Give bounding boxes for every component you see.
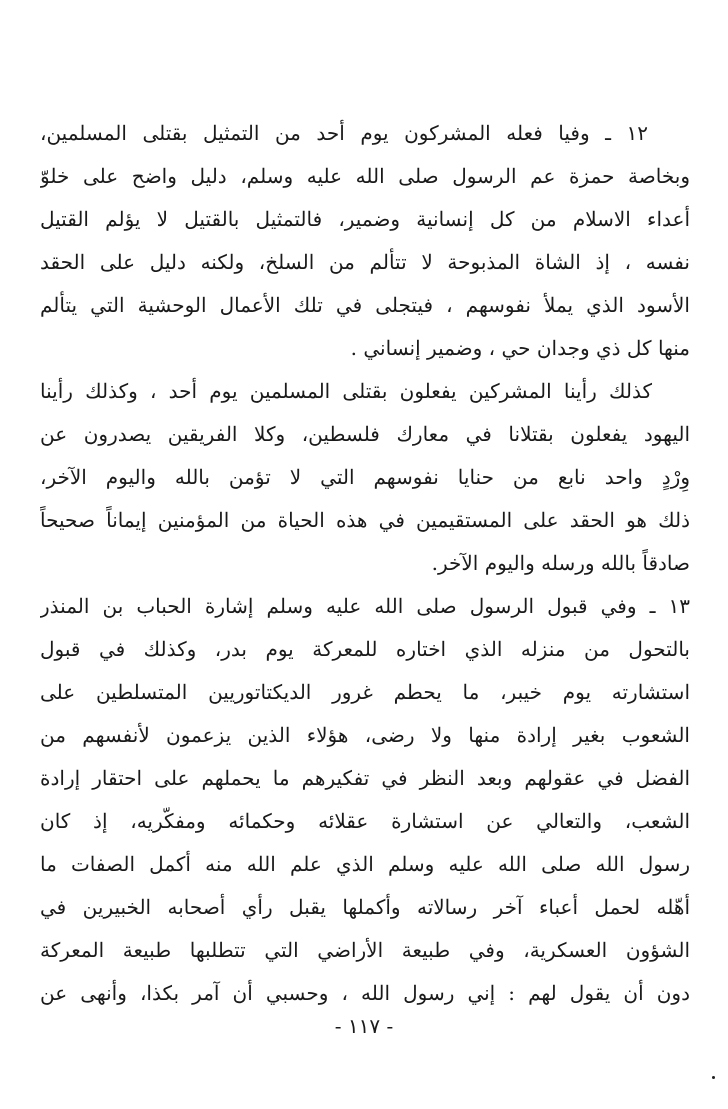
text-line: الشعب، والتعالي عن استشارة عقلائه وحكمائه ومفكّريه، إذ كان [40, 809, 690, 833]
text-line: الشؤون العسكرية، وفي طبيعة الأراضي التي تتطلبها طبيعة المعركة [40, 938, 690, 962]
text-line: رسول الله صلى الله عليه وسلم الذي علم الله منه أكمل الصفات ما [40, 852, 690, 876]
scan-speck [712, 1076, 715, 1079]
text-line: نفسه ، إذ الشاة المذبوحة لا تتألم من السلخ، ولكنه دليل على الحقد [40, 250, 690, 274]
text-line: الأسود الذي يملأ نفوسهم ، فيتجلى في تلك الأعمال الوحشية التي يتألم [40, 293, 690, 317]
text-line: الشعوب بغير إرادة منها ولا رضى، هؤلاء الذين يزعمون لأنفسهم من [40, 723, 690, 747]
text-line: ذلك هو الحقد على المستقيمين في هذه الحياة من المؤمنين إيماناً صحيحاً [40, 508, 690, 532]
text-line: كذلك رأينا المشركين يفعلون بقتلى المسلمين يوم أحد ، وكذلك رأينا [40, 379, 652, 403]
text-line: أعداء الاسلام من كل إنسانية وضمير، فالتمثيل بالقتيل لا يؤلم القتيل [40, 207, 690, 231]
text-line: أهّله لحمل أعباء آخر رسالاته وأكملها يقبل رأي أصحابه الخبيرين في [40, 895, 690, 919]
text-line: ١٢ ـ وفيا فعله المشركون يوم أحد من التمثيل بقتلى المسلمين، [40, 121, 648, 145]
page-number: - ١١٧ - [334, 1014, 394, 1038]
paragraph [40, 370, 690, 585]
text-line: بالتحول من منزله الذي اختاره للمعركة يوم بدر، وكذلك في قبول [40, 637, 690, 661]
text-line: منها كل ذي وجدان حي ، وضمير إنساني . [350, 336, 690, 360]
text-line: وبخاصة حمزة عم الرسول صلى الله عليه وسلم، دليل واضح على خلوّ [40, 164, 690, 188]
paragraph [40, 585, 690, 1015]
text-line: استشارته يوم خيبر، ما يحطم غرور الديكتاتوريين المتسلطين على [40, 680, 690, 704]
text-line: صادقاً بالله ورسله واليوم الآخر. [431, 551, 690, 575]
text-line: ١٣ ـ وفي قبول الرسول صلى الله عليه وسلم إشارة الحباب بن المنذر [40, 594, 690, 618]
paragraph [40, 112, 690, 370]
text-line: الفضل في عقولهم وبعد النظر في تفكيرهم ما يحملهم على احتقار إرادة [40, 766, 690, 790]
text-line: اليهود يفعلون بقتلانا في معارك فلسطين، وكلا الفريقين يصدرون عن [40, 422, 690, 446]
text-line: دون أن يقول لهم : إني رسول الله ، وحسبي أن آمر بكذا، وأنهى عن [40, 981, 690, 1005]
text-line: وِرْدٍ واحد نابع من حنايا نفوسهم التي لا تؤمن بالله واليوم الآخر، [40, 465, 690, 489]
page-body [40, 112, 690, 1102]
